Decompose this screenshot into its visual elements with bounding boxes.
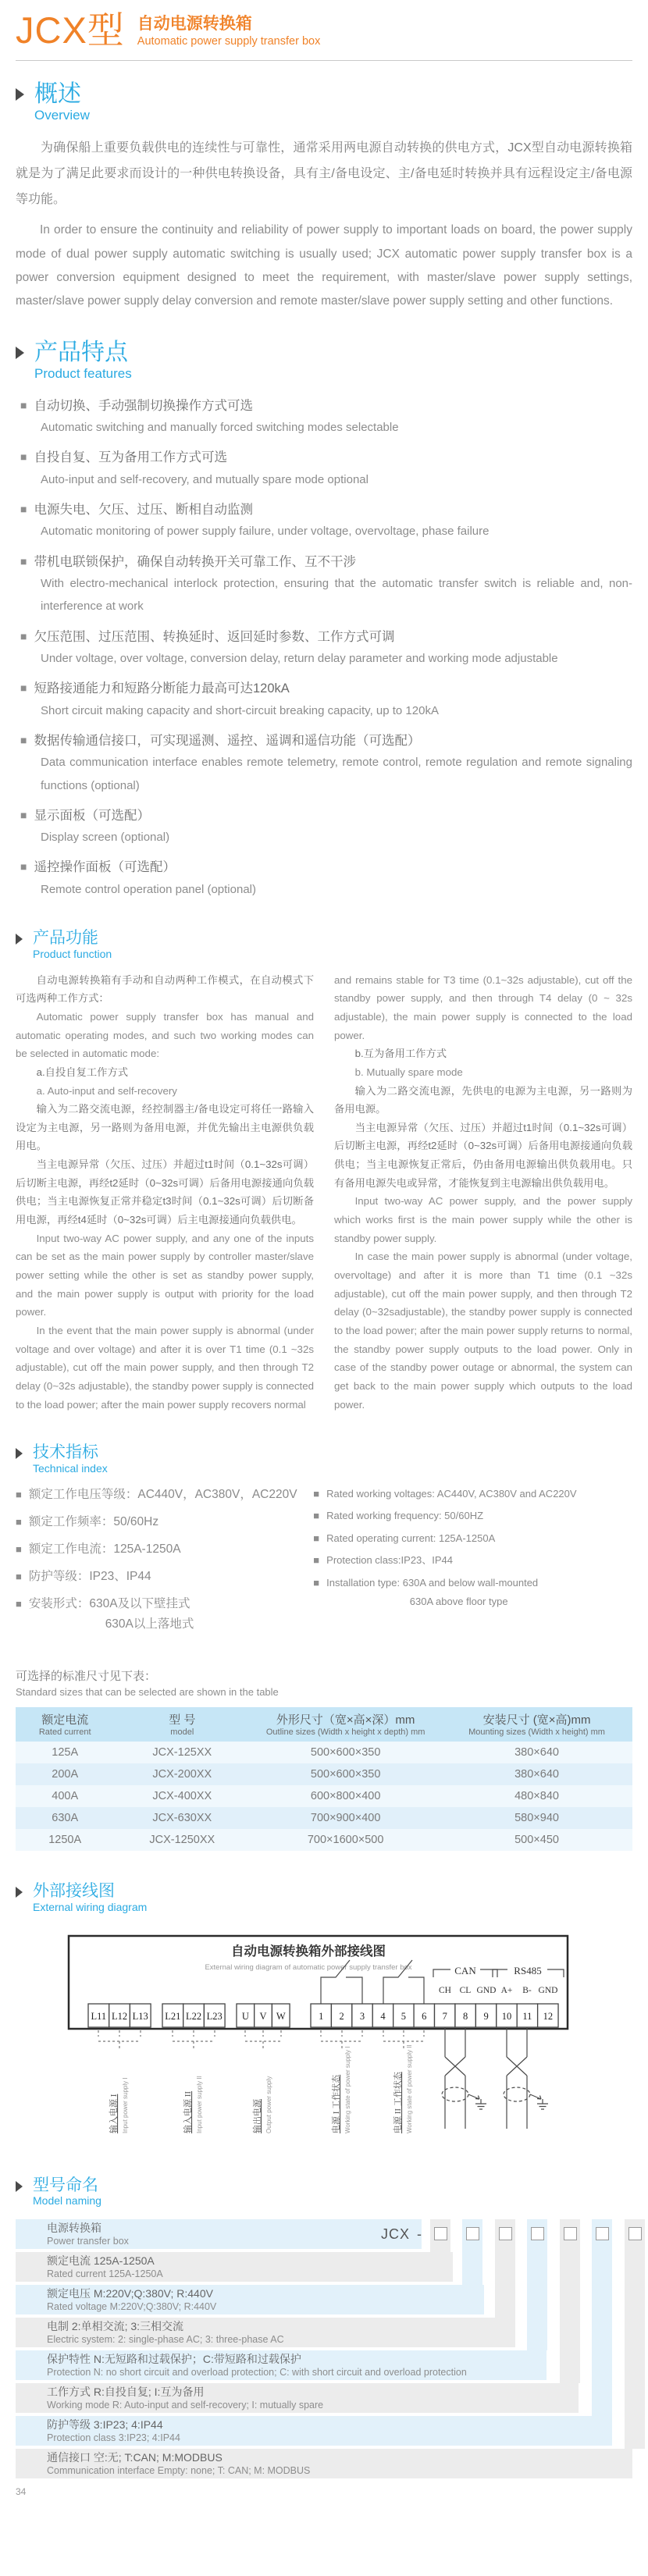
- naming-dash: -: [417, 2226, 422, 2243]
- column-header-zh: 安装尺寸 (宽×高)mm: [482, 1713, 591, 1727]
- feature-item: [20, 678, 632, 722]
- naming-code-box: [499, 2227, 512, 2240]
- feature-text-zh: ■ 欠压范围、过压范围、转换延时、返回延时参数、工作方式可调: [20, 627, 632, 647]
- wiring-heading: [16, 1882, 632, 1913]
- table-cell: 125A: [52, 1746, 79, 1759]
- tech-list-en: [313, 1487, 632, 1645]
- overview-title-en: Overview: [34, 107, 90, 123]
- terminal-label: 6: [422, 2010, 427, 2022]
- terminal-label: 8: [463, 2010, 468, 2022]
- feature-text-zh: ■ 电源失电、欠压、过压、断相自动监测: [20, 500, 632, 520]
- naming-row: [16, 2318, 515, 2347]
- naming-row: [16, 2285, 484, 2314]
- function-paragraph: b. Mutually spare mode: [354, 1066, 463, 1078]
- tech-item: ■ 防护等级：IP23、IP44: [16, 1569, 305, 1585]
- feature-item: [20, 552, 632, 618]
- naming-row: [16, 2252, 453, 2282]
- section-technical-index: [16, 1443, 632, 1644]
- ground-icon: [537, 2099, 548, 2109]
- table-cell: 600×800×400: [310, 1790, 381, 1803]
- naming-row-zh: 防护等级 3:IP23; 4:IP44: [47, 2418, 163, 2432]
- overview-paragraph-zh: 为确保船上重要负载供电的连续性与可靠性，通常采用两电源自动转换的供电方式，JCX型自动电源转换箱就是为了满足此要求而设计的一种供电转换设备，具有主/备电设定、主/备电延时转换并具有远程设定主/备电源等功能。: [16, 141, 632, 206]
- feature-text-zh: ■ 显示面板（可选配）: [20, 806, 632, 826]
- product-model-title: JCX型: [16, 9, 125, 51]
- table-cell: 1250A: [48, 1834, 82, 1847]
- feature-text-zh: ■ 短路接通能力和短路分断能力最高可达120kA: [20, 678, 632, 699]
- terminal-label: L13: [132, 2010, 148, 2022]
- table-cell: 500×600×350: [310, 1768, 381, 1781]
- feature-text-en: Automatic switching and manually forced switching modes selectable: [41, 421, 399, 435]
- terminal-label: 2: [339, 2010, 344, 2022]
- table-column-header: [250, 1707, 441, 1742]
- naming-code-box: [434, 2227, 447, 2240]
- wiring-diagram-wrap: [66, 1934, 582, 2142]
- terminal-label: L22: [185, 2010, 202, 2022]
- group-label-en: Output power supply: [265, 2076, 272, 2133]
- group-label-en: Input power supply II: [196, 2076, 203, 2133]
- table-cell: 500×450: [514, 1834, 559, 1847]
- table-cell: 380×640: [514, 1768, 559, 1781]
- naming-row: [16, 2449, 632, 2478]
- naming-row-en: Rated current 125A-1250A: [47, 2268, 163, 2279]
- naming-code-box: [564, 2227, 577, 2240]
- function-paragraph: 输入为二路交流电源，先供电的电源为主电源，另一路则为备用电源。: [334, 1084, 632, 1115]
- terminal-label: 4: [380, 2010, 386, 2022]
- naming-heading: [16, 2176, 632, 2208]
- column-header-zh: 型 号: [169, 1713, 196, 1727]
- tech-list-zh: [16, 1487, 305, 1645]
- naming-row-en: Rated voltage M:220V;Q:380V; R:440V: [47, 2300, 217, 2312]
- page-number: 34: [16, 2486, 27, 2498]
- triangle-icon: [16, 2181, 23, 2192]
- terminal-label: 10: [501, 2010, 512, 2022]
- wiring-title-en: External wiring diagram: [33, 1900, 148, 1913]
- feature-text-en: Display screen (optional): [41, 831, 170, 845]
- naming-row-zh: 保护特性 N:无短路和过载保护；C:带短路和过载保护: [47, 2353, 301, 2366]
- table-header-row: [16, 1707, 632, 1742]
- naming-row: [16, 2416, 612, 2446]
- feature-list: [20, 396, 632, 901]
- table-column-header: [441, 1707, 632, 1742]
- column-header-zh: 额定电流: [41, 1713, 89, 1727]
- tech-item: ■ 额定工作电流：125A-1250A: [16, 1542, 305, 1558]
- rs485-pin-a: A+: [500, 1985, 513, 1995]
- tech-title-zh: 技术指标: [33, 1443, 98, 1462]
- group-label-zh: 输入电源 II: [183, 2090, 193, 2133]
- terminal-label: U: [241, 2010, 249, 2022]
- terminal-label: L12: [111, 2010, 128, 2022]
- overview-paragraph-en: In order to ensure the continuity and reliability of power supply to important loads on board, the power supply mode of dual power supply automatic switching is usually used; JCX automatic power supply transfer box is a power conversion equipment designed to meet the requirement, with master/slave power supply settings, master/slave power supply delay conversion and remote master/slave power supply setting and other functions.: [16, 223, 632, 308]
- feature-text-en: With electro-mechanical interlock protection, ensuring that the automatic transfer switch is reliable and, non-interference at work: [41, 577, 632, 614]
- column-header-en: Rated current: [38, 1727, 91, 1738]
- group-label-zh: 输入电源 I: [109, 2094, 119, 2133]
- tech-item: ■ 安装形式：630A及以下壁挂式 630A以上落地式: [16, 1596, 305, 1634]
- table-column-header: [114, 1707, 250, 1742]
- triangle-icon: [16, 1887, 23, 1898]
- ground-icon: [475, 2099, 486, 2109]
- group-label-zh: 输出电源: [253, 2098, 262, 2133]
- tech-item: ■ Rated working frequency: 50/60HZ: [313, 1509, 632, 1523]
- feature-item: [20, 500, 632, 543]
- table-body: [16, 1742, 632, 1851]
- standard-sizes-block: [16, 1667, 632, 1851]
- tech-heading: [16, 1443, 632, 1475]
- terminal-label: 3: [359, 2010, 365, 2022]
- section-external-wiring: [16, 1882, 632, 2142]
- tech-item-continuation: 630A above floor type: [409, 1595, 508, 1607]
- group-label-zh: 电源 I 工作状态: [332, 2074, 341, 2133]
- table-column-header: [16, 1707, 114, 1742]
- can-pin-gnd: GND: [476, 1985, 497, 1995]
- function-paragraph: 当主电源异常（欠压、过压）并超过t1时间（0.1~32s可调）后切断主电源，再经t2延时（0~32s可调）后备用电源接通向负载供电；当主电源恢复正常并稳定t3时间（0.1~32s可调）后切断备用电源，再经t4延时（0~32s可调）后主电源接通向负载供电。: [16, 1158, 314, 1226]
- wiring-title-zh: 外部接线图: [33, 1882, 115, 1901]
- table-row: [16, 1807, 632, 1829]
- group-labels: [108, 2044, 413, 2133]
- tech-item: ■ 额定工作频率：50/60Hz: [16, 1514, 305, 1531]
- naming-row-zh: 通信接口 空:无; T:CAN; M:MODBUS: [47, 2451, 223, 2464]
- table-cell: 580×940: [514, 1812, 559, 1825]
- group-brackets: [98, 2030, 424, 2049]
- can-label: CAN: [454, 1964, 476, 1976]
- function-paragraph: Input two-way AC power supply, and the power supply which works first is the main power supply while the other is standby power supply.: [334, 1195, 632, 1244]
- table-intro-zh: 可选择的标准尺寸见下表：: [16, 1670, 157, 1684]
- naming-code-line: [16, 2226, 645, 2244]
- function-heading: [16, 929, 632, 960]
- naming-code-box: [596, 2227, 609, 2240]
- section-product-features: [16, 340, 632, 901]
- terminal-label: 12: [543, 2010, 554, 2022]
- tech-columns: [16, 1487, 632, 1645]
- column-header-en: model: [170, 1727, 194, 1738]
- naming-row-zh: 工作方式 R:自投自复; I:互为备用: [47, 2386, 205, 2399]
- terminal-label: 7: [442, 2010, 447, 2022]
- tech-item: ■ 额定工作电压等级：AC440V，AC380V，AC220V: [16, 1487, 305, 1503]
- naming-row-zh: 额定电流 125A-1250A: [47, 2254, 155, 2268]
- terminal-label: 9: [483, 2010, 489, 2022]
- naming-strip: [625, 2219, 645, 2449]
- features-title-en: Product features: [34, 365, 132, 381]
- feature-text-zh: ■ 自投自复、互为备用工作方式可选: [20, 447, 632, 468]
- product-title-zh: 自动电源转换箱: [137, 15, 252, 33]
- table-cell: JCX-200XX: [152, 1768, 212, 1781]
- group-label-en: Working state of power supply I: [344, 2046, 351, 2133]
- naming-row-zh: 电制 2:单相交流; 3:三相交流: [47, 2320, 184, 2333]
- triangle-icon: [16, 934, 23, 945]
- feature-text-en: Auto-input and self-recovery, and mutually spare mode optional: [41, 472, 369, 486]
- feature-text-en: Automatic monitoring of power supply failure, under voltage, overvoltage, phase failure: [41, 525, 490, 539]
- feature-item: [20, 627, 632, 671]
- table-cell: 200A: [52, 1768, 79, 1781]
- naming-row-en: Electric system: 2: single-phase AC; 3: three-phase AC: [47, 2333, 284, 2345]
- tech-title-en: Technical index: [33, 1461, 108, 1475]
- overview-title-zh: 概述: [34, 81, 81, 108]
- feature-item: [20, 857, 632, 901]
- feature-item: [20, 806, 632, 849]
- naming-code-box: [628, 2227, 642, 2240]
- group-label-zh: 电源 II 工作状态: [393, 2072, 403, 2133]
- triangle-icon: [16, 88, 24, 101]
- triangle-icon: [16, 347, 24, 359]
- can-pin-cl: CL: [459, 1985, 472, 1995]
- function-title-zh: 产品功能: [33, 929, 98, 948]
- terminal-strip: [88, 2004, 558, 2027]
- naming-row-en: Power transfer box: [47, 2235, 129, 2247]
- table-cell: 380×640: [514, 1746, 559, 1759]
- tech-item: ■ Rated operating current: 125A-1250A: [313, 1532, 632, 1546]
- column-header-zh: 外形尺寸（宽×高×深）mm: [276, 1713, 415, 1727]
- triangle-icon: [16, 1448, 23, 1459]
- feature-text-zh: ■ 数据传输通信接口，可实现遥测、遥控、遥调和遥信功能（可选配）: [20, 731, 632, 751]
- naming-row: [16, 2350, 547, 2380]
- naming-prefix: JCX: [381, 2226, 411, 2243]
- twisted-pair-can: [442, 2027, 486, 2129]
- table-intro-en: Standard sizes that can be selected are shown in the table: [16, 1686, 279, 1699]
- table-cell: 700×900×400: [310, 1812, 381, 1825]
- table-cell: 700×1600×500: [307, 1834, 384, 1847]
- naming-row-en: Protection class 3:IP23; 4:IP44: [47, 2432, 180, 2443]
- diagram-title-zh: 自动电源转换箱外部接线图: [231, 1943, 386, 1959]
- function-paragraph: b.互为备用工作方式: [354, 1048, 447, 1060]
- table-cell: JCX-125XX: [152, 1746, 212, 1759]
- table-cell: JCX-400XX: [152, 1790, 212, 1803]
- table-cell: JCX-630XX: [152, 1812, 212, 1825]
- feature-text-en: Remote control operation panel (optional): [41, 882, 256, 896]
- feature-text-zh: ■ 遥控操作面板（可选配）: [20, 857, 632, 877]
- section-product-function: [16, 929, 632, 1414]
- function-paragraph: 输入为二路交流电源，经控制器主/备电设定可将任一路输入设定为主电源，另一路则为备用电源，并优先输出主电源供负载用电。: [16, 1103, 314, 1152]
- product-title-block: [137, 11, 321, 49]
- table-cell: JCX-1250XX: [149, 1834, 215, 1847]
- column-header-en: Outline sizes (Width x height x depth) mm: [265, 1727, 425, 1738]
- function-paragraph: 当主电源异常（欠压、过压）并超过t1时间（0.1~32s可调）后切断主电源，再经t2延时（0~32s可调）后备用电源接通向负载供电；当主电源恢复正常后，仍由备用电源输出供负载用电。只有备用电源失电或异常，才能恢复到主电源输出供负载用电。: [334, 1121, 632, 1189]
- function-column-right: [334, 971, 632, 1414]
- function-paragraph: and remains stable for T3 time (0.1~32s adjustable), cut off the standby power supply, and then through T4 delay (0 ~ 32s adjustable), the main power supply is connected to the load power.: [334, 973, 632, 1041]
- features-heading: [16, 340, 632, 382]
- feature-text-en: Data communication interface enables remote telemetry, remote control, remote regulation and remote signaling functions (optional): [41, 756, 632, 792]
- naming-row-zh: 额定电压 M:220V;Q:380V; R:440V: [47, 2287, 213, 2300]
- wiring-diagram-svg: [66, 1934, 582, 2138]
- model-naming-diagram: [16, 2219, 645, 2478]
- naming-title-zh: 型号命名: [33, 2176, 98, 2194]
- terminal-label: V: [259, 2010, 267, 2022]
- group-label-en: Input power supply I: [122, 2077, 129, 2133]
- overview-heading: [16, 81, 632, 123]
- section-model-naming: [16, 2176, 632, 2479]
- terminal-label: L21: [165, 2010, 181, 2022]
- can-pin-ch: CH: [439, 1985, 451, 1995]
- feature-item: [20, 447, 632, 491]
- feature-text-zh: ■ 自动切换、手动强制切换操作方式可选: [20, 396, 632, 416]
- column-header-en: Mounting sizes (Width x height) mm: [468, 1727, 605, 1738]
- diagram-title-en: External wiring diagram of automatic power supply transfer box: [205, 1962, 412, 1972]
- table-cell: 500×600×350: [310, 1746, 381, 1759]
- naming-row: [16, 2383, 579, 2413]
- naming-rows: [16, 2219, 645, 2478]
- naming-row-en: Communication interface Empty: none; T: CAN; M: MODBUS: [47, 2464, 311, 2476]
- naming-row-en: Protection N: no short circuit and overload protection; C: with short circuit and overload protection: [47, 2366, 467, 2378]
- terminal-label: L23: [206, 2010, 223, 2022]
- function-paragraph: In case the main power supply is abnormal (under voltage, overvoltage) and after it is more than T1 time (0.1 ~32s adjustable), cut off the main power supply, and then through T2 delay (0~32sadjustable), the standby power supply is connected to the load power; after the main power supply returns to normal, the standby power supply outputs to the load power. Only in case of the standby power outage or abnormal, the system can get back to the main power supply which outputs to the load power.: [334, 1251, 632, 1411]
- tech-item: ■ Installation type: 630A and below wall-mounted 630A above floor type: [313, 1576, 632, 1608]
- naming-code-box: [531, 2227, 544, 2240]
- table-row: [16, 1785, 632, 1807]
- table-cell: 480×840: [514, 1790, 559, 1803]
- table-row: [16, 1763, 632, 1785]
- twisted-pair-rs485: [504, 2027, 548, 2129]
- naming-row-zh: 电源转换箱: [47, 2222, 101, 2235]
- function-columns: [16, 971, 632, 1414]
- function-column-left: [16, 971, 314, 1414]
- function-paragraph: 自动电源转换箱有手动和自动两种工作模式，在自动模式下可选两种工作方式：: [16, 973, 314, 1005]
- tech-item-continuation: 630A以上落地式: [105, 1617, 194, 1631]
- rs485-pin-b: B-: [522, 1985, 532, 1995]
- product-title-en: Automatic power supply transfer box: [137, 35, 321, 48]
- standard-sizes-table: [16, 1707, 632, 1851]
- terminal-label: 11: [522, 2010, 532, 2022]
- page-header: [16, 8, 632, 49]
- feature-item: [20, 731, 632, 797]
- function-paragraph: In the event that the main power supply is abnormal (under voltage and over voltage) and after it is over T1 time (0.1 ~32s adjustable), cut off the main power supply, and then through T2 delay (0~32s adjustable), the standby power supply is connected to the load power; after the main power supply recovers normal: [16, 1325, 314, 1411]
- tech-item: ■ Rated working voltages: AC440V, AC380V and AC220V: [313, 1487, 632, 1501]
- terminal-label: 1: [319, 2010, 324, 2022]
- function-paragraph: Input two-way AC power supply, and any one of the inputs can be set as the main power supply by controller master/slave power setting while the other is set as standby power supply, and the main power supply is output with priority for the load power.: [16, 1232, 314, 1318]
- features-title-zh: 产品特点: [34, 340, 128, 366]
- function-title-en: Product function: [33, 947, 112, 960]
- group-label-en: Working state of power supply II: [406, 2044, 413, 2133]
- terminal-label: L11: [91, 2010, 107, 2022]
- naming-code-box: [466, 2227, 479, 2240]
- function-paragraph: a. Auto-input and self-recovery: [36, 1084, 177, 1097]
- naming-row-en: Working mode R: Auto-input and self-recovery; I: mutually spare: [47, 2399, 324, 2411]
- feature-text-zh: ■ 带机电联锁保护，确保自动转换开关可靠工作、互不干涉: [20, 552, 632, 572]
- function-paragraph: Automatic power supply transfer box has manual and automatic operating modes, and such two working modes can be selected in automatic mode:: [16, 1010, 314, 1060]
- header-divider: [16, 60, 632, 61]
- feature-item: [20, 396, 632, 439]
- terminal-label: W: [276, 2010, 286, 2022]
- naming-title-en: Model naming: [33, 2194, 101, 2208]
- function-paragraph: a.自投自复工作方式: [36, 1066, 129, 1078]
- rs485-pin-gnd: GND: [538, 1985, 558, 1995]
- terminal-label: 5: [401, 2010, 407, 2022]
- table-row: [16, 1829, 632, 1851]
- rs485-label: RS485: [514, 1964, 542, 1976]
- table-cell: 400A: [52, 1790, 79, 1803]
- feature-text-en: Under voltage, over voltage, conversion delay, return delay parameter and working mode adjustable: [41, 652, 558, 665]
- table-row: [16, 1742, 632, 1763]
- section-overview: [16, 81, 632, 313]
- tech-item: ■ Protection class:IP23、IP44: [313, 1553, 632, 1567]
- table-cell: 630A: [52, 1812, 79, 1825]
- feature-text-en: Short circuit making capacity and short-circuit breaking capacity, up to 120kA: [41, 703, 439, 717]
- naming-strip: [592, 2219, 612, 2416]
